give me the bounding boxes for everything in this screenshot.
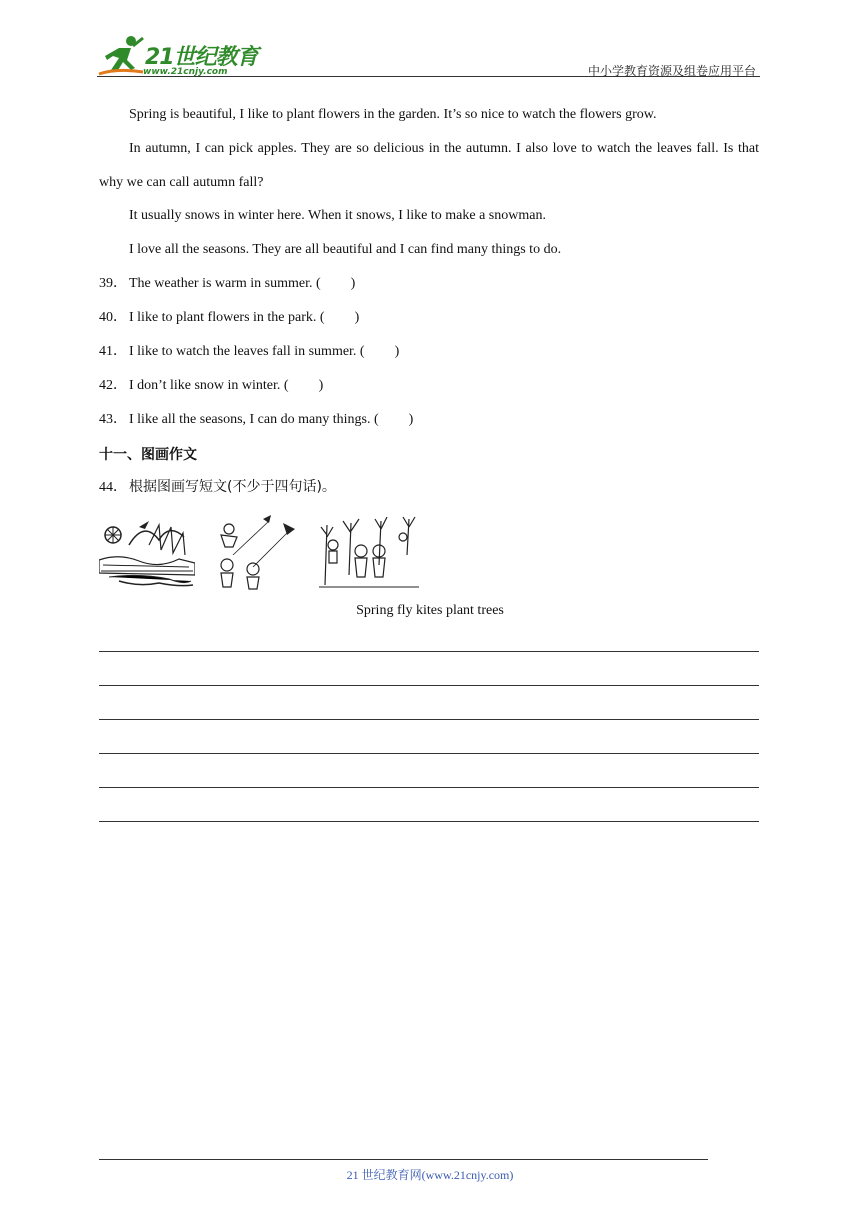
writing-line[interactable] [99,753,759,754]
picture-prompts [99,515,429,590]
question-number: 39． [99,276,127,291]
header-tagline: 中小学教育资源及组卷应用平台 [587,64,756,78]
fly-kites-picture [213,515,303,590]
question-number: 40． [99,310,127,325]
writing-line[interactable] [99,787,759,788]
question-number: 43． [99,412,127,427]
question-39 [99,275,355,293]
passage-paragraph-3: It usually snows in winter here. When it snows, I like to make a snowman. [129,208,546,223]
writing-line[interactable] [99,685,759,686]
question-44 [99,478,336,497]
writing-line[interactable] [99,651,759,652]
picture-caption: Spring fly kites plant trees [356,603,504,618]
plant-trees-picture [319,515,419,590]
question-text: 根据图画写短文(不少于四句话)。 [129,479,336,495]
question-text: I like all the seasons, I can do many things. ( [129,412,379,427]
passage-paragraph-2: In autumn, I can pick apples. They are so delicious in the autumn. I also love to watch the leaves fall. Is that why we can call autumn fall? [99,141,759,190]
question-text: I like to watch the leaves fall in summer. ( [129,344,365,359]
close-paren: ) [354,310,360,325]
close-paren: ) [350,276,356,291]
page-header [97,30,760,78]
footer-text: 21 世纪教育网(www.21cnjy.com) [346,1168,514,1182]
close-paren: ) [408,412,414,427]
logo-url: www.21cnjy.com [143,67,228,77]
question-41 [99,343,399,361]
header-divider [97,76,760,77]
writing-line[interactable] [99,821,759,822]
question-text: The weather is warm in summer. ( [129,276,321,291]
question-number: 42． [99,378,127,393]
question-number: 41． [99,344,127,359]
passage-paragraph-1: Spring is beautiful, I like to plant flowers in the garden. It’s so nice to watch the flowers grow. [129,107,657,122]
runner-logo-icon [97,34,147,78]
passage-paragraph-4: I love all the seasons. They are all beautiful and I can find many things to do. [129,242,562,257]
question-number: 44． [99,480,127,495]
footer-divider [99,1159,708,1160]
writing-line[interactable] [99,719,759,720]
question-42 [99,377,323,395]
logo-text: 21世纪教育 [145,45,258,70]
site-logo [97,34,267,78]
spring-scene-picture [99,515,195,590]
close-paren: ) [318,378,324,393]
question-text: I like to plant flowers in the park. ( [129,310,325,325]
section-title: 十一、图画作文 [99,447,197,463]
question-43 [99,411,413,429]
close-paren: ) [394,344,400,359]
question-text: I don’t like snow in winter. ( [129,378,289,393]
question-40 [99,309,359,327]
